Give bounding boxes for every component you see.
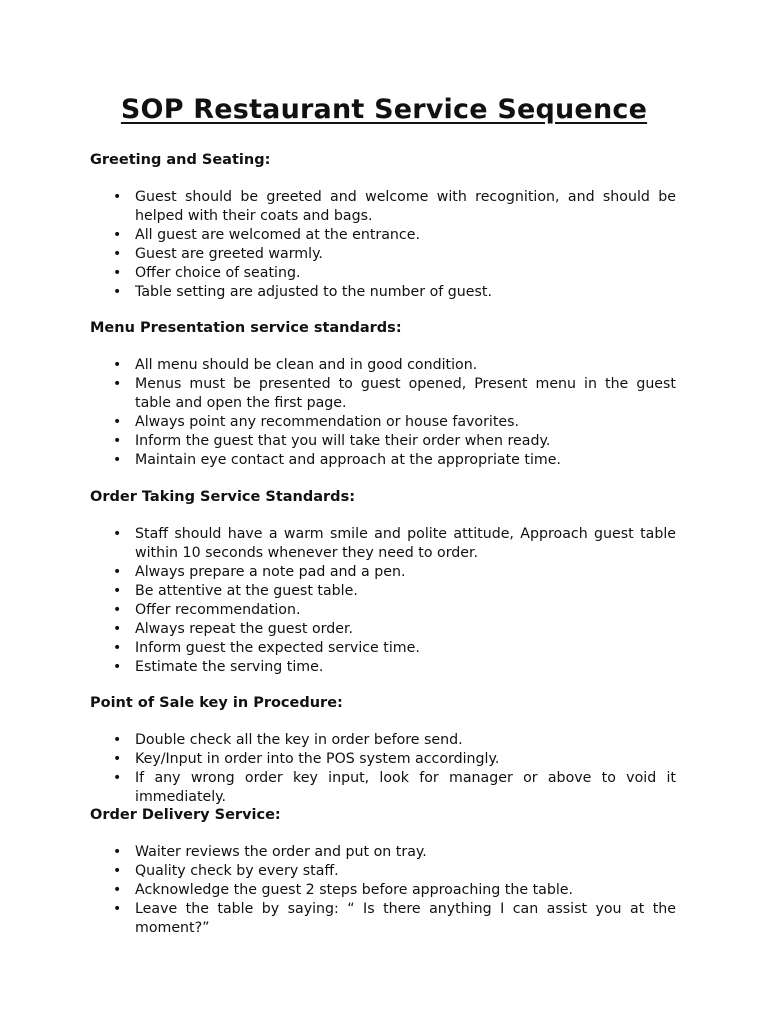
list-item: • Always point any recommendation or house favorites. [90, 413, 676, 432]
bullet-list [90, 525, 690, 677]
bullet-list [90, 731, 690, 807]
list-item: • Offer recommendation. [90, 601, 676, 620]
bullet-list [90, 188, 690, 302]
list-item: • All guest are welcomed at the entrance. [90, 226, 676, 245]
list-item: • Leave the table by saying: “ Is there anything I can assist you at the moment?” [90, 900, 676, 938]
list-item: • Offer choice of seating. [90, 264, 676, 283]
list-item: • Always repeat the guest order. [90, 620, 676, 639]
section-heading: Menu Presentation service standards: [90, 320, 402, 336]
list-item: • Be attentive at the guest table. [90, 582, 676, 601]
list-item: • Key/Input in order into the POS system accordingly. [90, 750, 676, 769]
section-heading: Greeting and Seating: [90, 152, 271, 168]
list-item: • Guest should be greeted and welcome with recognition, and should be helped with their coats and bags. [90, 188, 676, 226]
list-item: • If any wrong order key input, look for manager or above to void it immediately. [90, 769, 676, 807]
list-item: • Menus must be presented to guest opened, Present menu in the guest table and open the first page. [90, 375, 676, 413]
list-item: • Staff should have a warm smile and polite attitude, Approach guest table within 10 seconds whenever they need to order. [90, 525, 676, 563]
list-item: • Inform the guest that you will take their order when ready. [90, 432, 676, 451]
section-heading: Order Taking Service Standards: [90, 489, 355, 505]
list-item: • Double check all the key in order before send. [90, 731, 676, 750]
document-title: SOP Restaurant Service Sequence [120, 94, 648, 125]
list-item: • Maintain eye contact and approach at the appropriate time. [90, 451, 676, 470]
section-order-delivery [90, 805, 690, 938]
section-greeting-seating [90, 150, 690, 302]
section-heading: Point of Sale key in Procedure: [90, 695, 343, 711]
section-menu-presentation [90, 318, 690, 470]
section-point-of-sale [90, 693, 690, 807]
list-item: • Quality check by every staff. [90, 862, 676, 881]
list-item: • Guest are greeted warmly. [90, 245, 676, 264]
list-item: • All menu should be clean and in good condition. [90, 356, 676, 375]
bullet-list [90, 843, 690, 938]
list-item: • Acknowledge the guest 2 steps before approaching the table. [90, 881, 676, 900]
section-heading: Order Delivery Service: [90, 807, 281, 823]
bullet-list [90, 356, 690, 470]
list-item: • Inform guest the expected service time. [90, 639, 676, 658]
list-item: • Estimate the serving time. [90, 658, 676, 677]
list-item: • Waiter reviews the order and put on tray. [90, 843, 676, 862]
list-item: • Table setting are adjusted to the number of guest. [90, 283, 676, 302]
section-order-taking [90, 487, 690, 677]
list-item: • Always prepare a note pad and a pen. [90, 563, 676, 582]
